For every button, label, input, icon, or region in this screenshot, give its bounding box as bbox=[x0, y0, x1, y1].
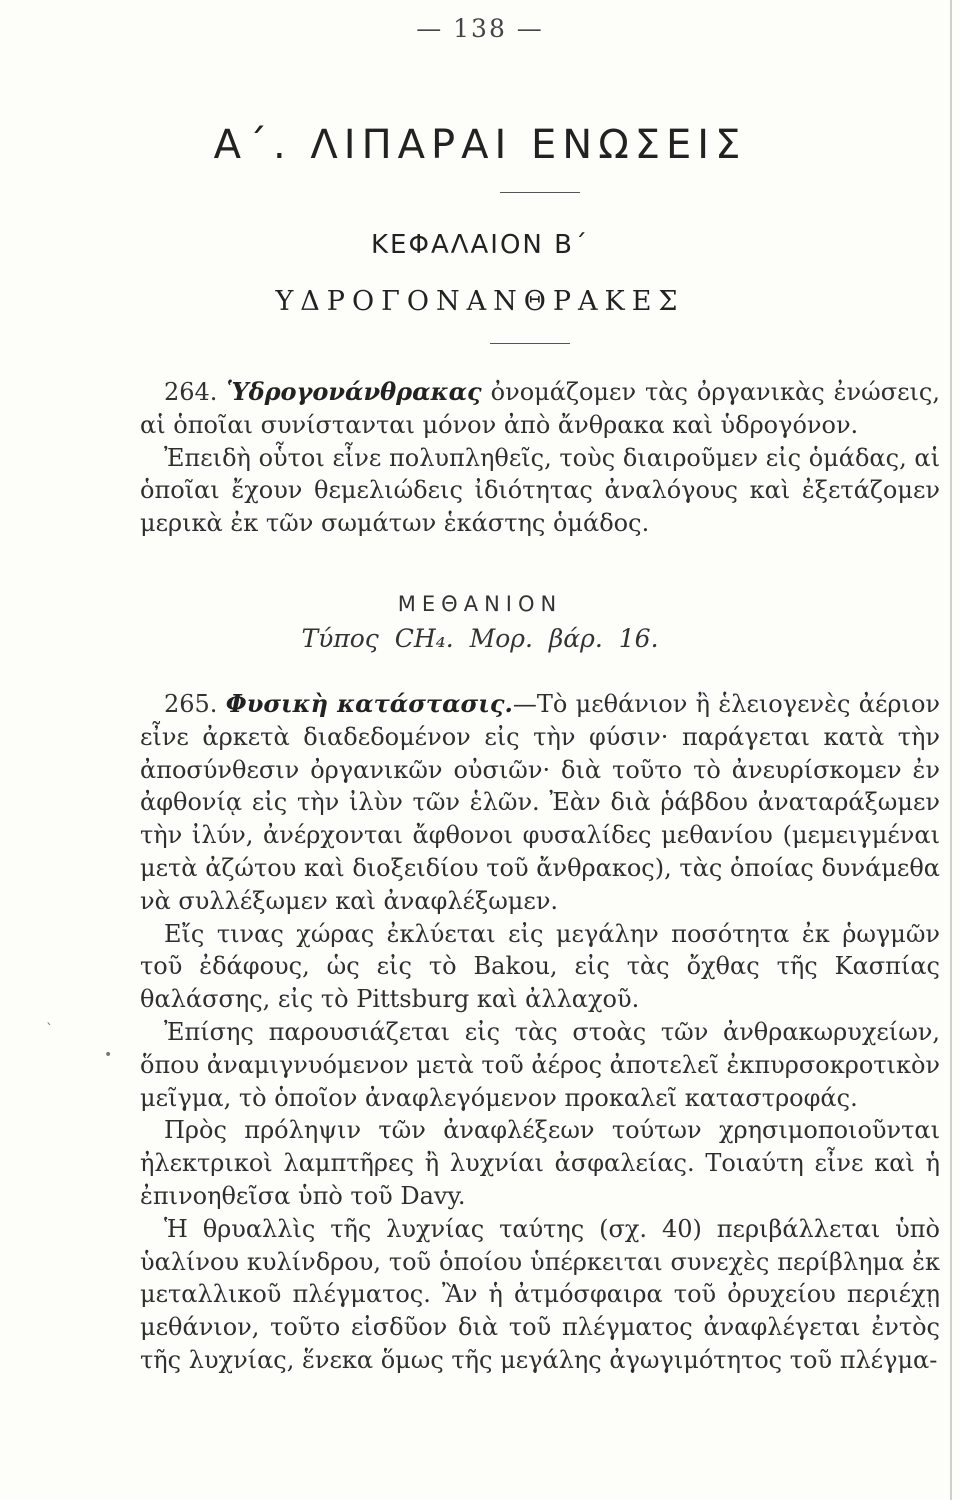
section-265-paragraph-4: Πρὸς πρόληψιν τῶν ἀναφλέξεων τούτων χρησιμοποιοῦνται ἠλεκτρικοὶ λαμπτῆρες ἢ λυχνίαι ἀσφαλείας. Τοιαύτη εἶνε καὶ ἡ ἐπινοηθεῖσα ὑπὸ τοῦ Davy. bbox=[140, 1116, 940, 1210]
section-265-term: Φυσικὴ κατάστασις. bbox=[225, 689, 513, 718]
section-265 bbox=[140, 688, 940, 1377]
chapter-title: ΥΔΡΟΓΟΝΑΝΘΡΑΚΕΣ bbox=[275, 286, 685, 317]
section-264-number: 264. bbox=[164, 378, 218, 406]
chapter-divider bbox=[490, 343, 570, 344]
section-264-term: Ὑδρογονάνθρακας bbox=[226, 377, 482, 406]
section-264-paragraph-1 bbox=[140, 376, 940, 442]
section-264-text: ὀνομάζομεν τὰς ὀργανικὰς ἐνώσεις, αἱ ὁποῖαι συνίστανται μόνον ἀπὸ ἄνθρακα καὶ ὑδρογόνον. bbox=[140, 378, 941, 439]
section-265-paragraph-2: Εἴς τινας χώρας ἐκλύεται εἰς μεγάλην ποσότητα ἐκ ῥωγμῶν τοῦ ἐδάφους, ὡς εἰς τὸ Bakou, εἰς τὰς ὄχθας τῆς Κασπίας θαλάσσης, εἰς τὸ Pittsburg καὶ ἀλλαχοῦ. bbox=[140, 919, 940, 1014]
chapter-label: ΚΕΦΑΛΑΙΟΝ Β΄ bbox=[371, 230, 589, 260]
section-265-paragraph-3: Ἐπίσης παρουσιάζεται εἰς τὰς στοὰς τῶν ἀνθρακωρυχείων, ὅπου ἀναμιγνυόμενον μετὰ τοῦ ἀέρος ἀποτελεῖ ἐκπυρσοκροτικὸν μεῖγμα, τὸ ὁποῖον ἀναφλεγόμενον προκαλεῖ καταστροφάς. bbox=[140, 1017, 940, 1112]
section-265-number: 265. bbox=[164, 690, 218, 718]
section-265-paragraph-5: Ἡ θρυαλλὶς τῆς λυχνίας ταύτης (σχ. 40) περιβάλλεται ὑπὸ ὑαλίνου κυλίνδρου, τοῦ ὁποίου ὑπέρκειται συνεχὲς περίβλημα ἐκ μεταλλικοῦ πλέγματος. Ἂν ἡ ἀτμόσφαιρα τοῦ ὀρυχείου περιέχῃ μεθάνιον, τοῦτο εἰσδῦον διὰ τοῦ πλέγματος ἀναφλέγεται ἐντὸς τῆς λυχνίας, ἕνεκα ὅμως τῆς μεγάλης ἀγωγιμότητος τοῦ πλέγμα- bbox=[140, 1214, 940, 1374]
methane-formula-line: Τύπος CH₄. Μορ. βάρ. 16. bbox=[301, 624, 659, 653]
part-title: Α΄. ΛΙΠΑΡΑΙ ΕΝΩΣΕΙΣ bbox=[213, 122, 747, 168]
section-264 bbox=[140, 376, 940, 540]
page-number: — 138 — bbox=[416, 14, 544, 43]
section-265-paragraph-1 bbox=[140, 688, 940, 918]
methane-heading: ΜΕΘΑΝΙΟΝ bbox=[397, 592, 563, 616]
title-divider bbox=[500, 192, 580, 193]
section-264-paragraph-2: Ἐπειδὴ οὗτοι εἶνε πολυπληθεῖς, τοὺς διαιροῦμεν εἰς ὁμάδας, αἱ ὁποῖαι ἔχουν θεμελιώδεις ἰδιότητας ἀναλόγους καὶ ἐξετάζομεν μερικὰ ἐκ τῶν σωμάτων ἑκάστης ὁμάδος. bbox=[140, 443, 940, 538]
margin-mark: ˋ bbox=[46, 1022, 53, 1038]
margin-dot: • bbox=[104, 1047, 113, 1063]
page-edge-shadow bbox=[950, 0, 952, 1500]
section-265-text: —Τὸ μεθάνιον ἢ ἑλειογενὲς ἀέριον εἶνε ἀρκετὰ διαδεδομένον εἰς τὴν φύσιν· παράγεται κατὰ τὴν ἀποσύνθεσιν ὀργανικῶν οὐσιῶν· διὰ τοῦτο τὸ ἀνευρίσκομεν ἐν ἀφθονίᾳ εἰς τὴν ἰλὺν τῶν ἑλῶν. Ἐὰν διὰ ῥάβδου ἀναταράξωμεν τὴν ἰλύν, ἀνέρχονται ἄφθονοι φυσαλίδες μεθανίου (μεμειγμέναι μετὰ ἀζώτου καὶ διοξειδίου τοῦ ἄνθρακος), τὰς ὁποίας δυνάμεθα νὰ συλλέξωμεν καὶ ἀναφλέξωμεν. bbox=[140, 690, 940, 915]
